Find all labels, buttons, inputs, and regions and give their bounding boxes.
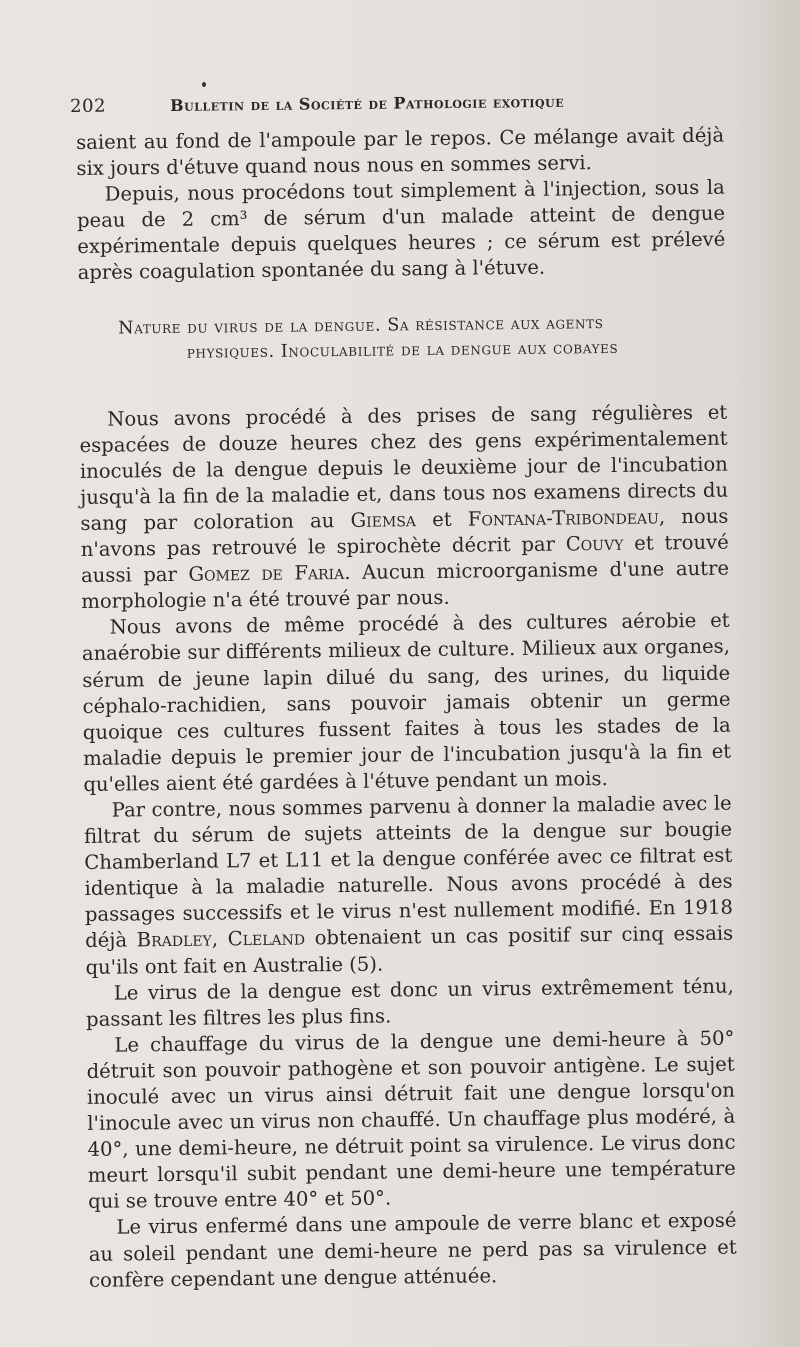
- paragraph-5-text-a: Par contre, nous sommes parvenu à donner la maladie avec le filtrat du sérum de sujets atteints de la dengue sur bougie Chamberland L7 et L11 et la dengue conférée avec ce filtrat est identique à la maladie naturelle. Nous avons procédé à des passages successifs et le virus n'est nullement modifié. En 1918 déjà: [83, 791, 733, 953]
- paragraph-4: Nous avons de même procédé à des cultures aérobie et anaérobie sur différents milieux de culture. Milieux aux organes, sérum de jeune lapin dilué du sang, des urines, du liquide céphalo-rachidien, sans pouvoir jamais obtenir un germe quoique ces cultures fussent faites à tous les stades de la maladie depuis le premier jour de l'incubation jusqu'à la fin et qu'elles aient été gardées à l'étuve pendant un mois.: [81, 608, 732, 796]
- paragraph-3: [79, 399, 729, 615]
- paragraph-2: Depuis, nous procédons tout simplement à l'injection, sous la peau de 2 cm³ de sérum d'un malade atteint de dengue expérimentale depuis quelques heures ; ce sérum est prélevé après coagulation spontanée du sang à l'étuve.: [76, 175, 726, 285]
- article-body: [76, 123, 737, 1294]
- author-gomez-de-faria: Gomez de Faria: [188, 561, 345, 586]
- author-bradley-cleland: Bradley, Cleland: [136, 926, 306, 952]
- ink-speck: [202, 82, 206, 87]
- section-heading: [78, 309, 727, 366]
- paragraph-1: saient au fond de l'ampoule par le repos. Ce mélange avait déjà six jours d'étuve quand nous nous en sommes servi.: [76, 123, 725, 181]
- paragraph-7: Le chauffage du virus de la dengue une demi-heure à 50° détruit son pouvoir pathogène et son pouvoir antigène. Le sujet inoculé avec un virus ainsi détruit fait une dengue lorsqu'on l'inocule avec un virus non chauffé. Un chauffage plus modéré, à 40°, une demi-heure, ne détruit point sa virulence. Le virus donc meurt lorsqu'il subit pendant une demi-heure une température qui se trouve entre 40° et 50°.: [86, 1026, 736, 1214]
- paragraph-6: Le virus de la dengue est donc un virus extrêmement ténu, passant les filtres les plus fins.: [85, 974, 734, 1031]
- paragraph-8: Le virus enfermé dans une ampoule de verre blanc et exposé au soleil pendant une demi-heure ne perd pas sa virulence et confère cependant une dengue atténuée.: [88, 1209, 737, 1292]
- author-fontana-tribondeau: Fontana-Tribondeau: [467, 505, 660, 531]
- author-couvy: Couvy: [565, 531, 624, 556]
- running-header: [70, 89, 710, 117]
- paragraph-3-text-a: Nous avons procédé à des prises de sang régulières et espacées de douze heures chez des gens expérimentalement inoculés de la dengue depuis le deuxième jour de l'incubation jusqu'à la fin de la maladie et, dans tous nos examens directs du sang par coloration au: [79, 400, 729, 535]
- paragraph-3-text-b: et: [415, 507, 468, 532]
- paragraph-5: [84, 791, 734, 981]
- paragraph-3-text-c: , nous n'avons pas retrouvé le spirochète décrit par: [80, 504, 729, 562]
- author-giemsa: Giemsa: [350, 508, 417, 532]
- paragraph-3-text-e: . Aucun microorganisme d'une autre morphologie n'a été trouvé par nous.: [81, 556, 730, 614]
- section-heading-line-2: physiques. Inoculabilité de la dengue aux cobayes: [186, 337, 619, 363]
- paragraph-5-text-b: obtenaient un cas positif sur cinq essais qu'ils ont fait en Australie (5).: [85, 922, 734, 979]
- running-title: Bulletin de la Société de Pathologie exotique: [170, 91, 565, 115]
- page-number: 202: [70, 95, 107, 117]
- section-heading-line-1: Nature du virus de la dengue. Sa résistance aux agents: [118, 312, 604, 339]
- paragraph-3-text-d: et trouvé aussi par: [80, 530, 729, 588]
